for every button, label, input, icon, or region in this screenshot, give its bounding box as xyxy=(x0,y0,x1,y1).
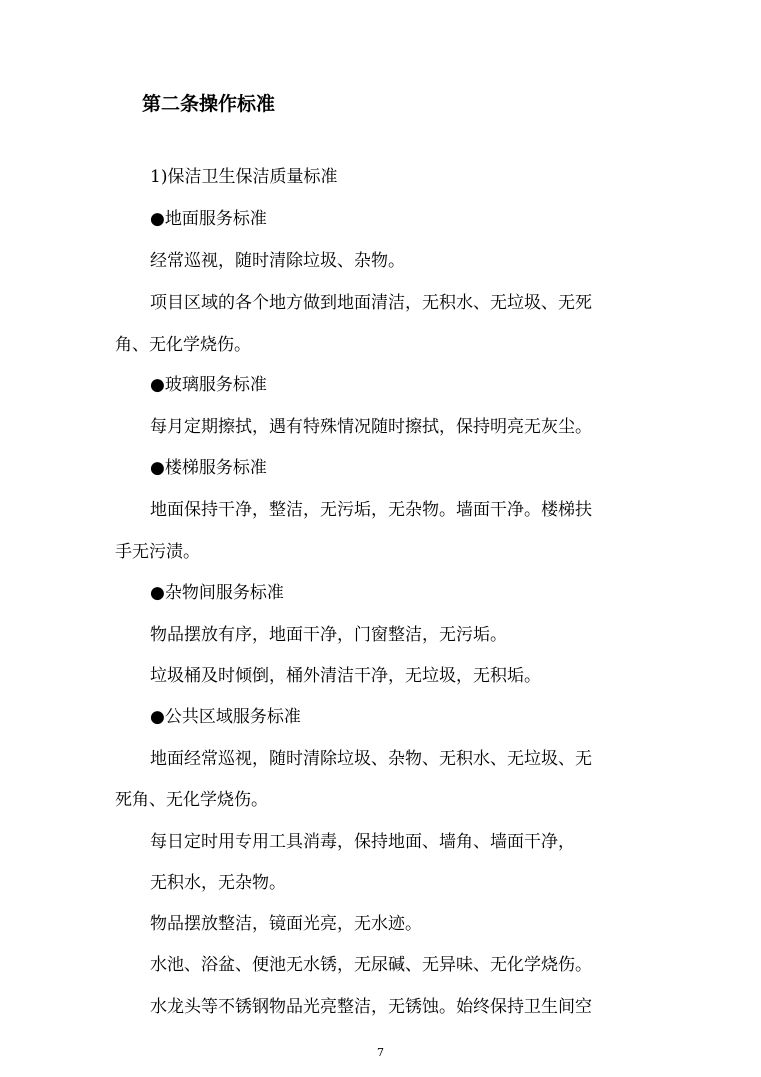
paragraph-line: 每日定时用专用工具消毒，保持地面、墙角、墙面干净， xyxy=(150,832,575,852)
paragraph-line: 每月定期擦拭，遇有特殊情况随时擦拭，保持明亮无灰尘。 xyxy=(150,417,592,437)
paragraph-line: 无积水，无杂物。 xyxy=(150,873,286,893)
section-heading: 第二条操作标准 xyxy=(142,93,276,115)
paragraph-line: 物品摆放有序，地面干净，门窗整洁，无污垢。 xyxy=(150,625,507,645)
page-number: 7 xyxy=(377,1046,384,1059)
paragraph-line: 手无污渍。 xyxy=(115,542,200,562)
paragraph-line: 角、无化学烧伤。 xyxy=(115,335,251,355)
paragraph-line: 水池、浴盆、便池无水锈，无尿碱、无异味、无化学烧伤。 xyxy=(150,955,592,975)
paragraph-line: 经常巡视，随时清除垃圾、杂物。 xyxy=(150,251,405,271)
bullet-glass-standard: ●玻璃服务标准 xyxy=(150,375,267,395)
paragraph-line: 水龙头等不锈钢物品光亮整洁，无锈蚀。始终保持卫生间空 xyxy=(150,997,592,1017)
paragraph-line: 垃圾桶及时倾倒，桶外清洁干净，无垃圾，无积垢。 xyxy=(150,666,541,686)
bullet-floor-standard: ●地面服务标准 xyxy=(150,209,267,229)
paragraph-line: 死角、无化学烧伤。 xyxy=(115,790,268,810)
paragraph-line: 项目区域的各个地方做到地面清洁，无积水、无垃圾、无死 xyxy=(150,293,592,313)
paragraph-line: 地面经常巡视，随时清除垃圾、杂物、无积水、无垃圾、无 xyxy=(150,749,592,769)
bullet-public-area-standard: ●公共区域服务标准 xyxy=(150,707,301,727)
paragraph-line: 地面保持干净，整洁，无污垢，无杂物。墙面干净。楼梯扶 xyxy=(150,500,592,520)
paragraph-line: 物品摆放整洁，镜面光亮，无水迹。 xyxy=(150,914,422,934)
bullet-storage-room-standard: ●杂物间服务标准 xyxy=(150,583,284,603)
bullet-stairs-standard: ●楼梯服务标准 xyxy=(150,458,267,478)
subsection-title: 1)保洁卫生保洁质量标准 xyxy=(150,167,338,187)
